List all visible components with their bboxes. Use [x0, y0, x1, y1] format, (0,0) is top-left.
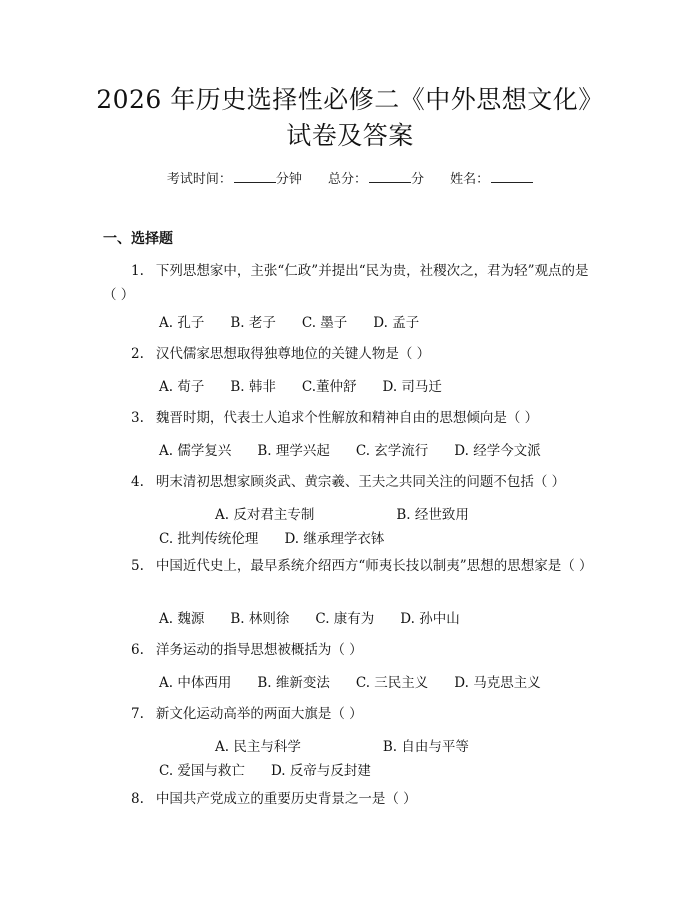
options-4: [103, 503, 600, 551]
options-5: [103, 607, 600, 631]
exam-title-line-1: 2026 年历史选择性必修二《中外思想文化》: [96, 85, 604, 114]
score-label: 总分：: [327, 172, 367, 187]
section-heading-choice: 一、选择题: [103, 231, 173, 247]
question-5: [103, 554, 600, 578]
question-text: 新文化运动高举的两面大旗是（ ）: [155, 706, 363, 722]
question-text: 洋务运动的指导思想被概括为（ ）: [155, 642, 363, 658]
option-a: A. 孔子: [159, 315, 205, 331]
question-text: 汉代儒家思想取得独尊地位的关键人物是（ ）: [155, 346, 431, 362]
question-8: [103, 787, 600, 811]
question-text: 中国共产党成立的重要历史背景之一是（ ）: [155, 791, 417, 807]
options-2: [103, 375, 600, 399]
name-label: 姓名：: [450, 172, 490, 187]
option-a: A. 儒学复兴: [159, 443, 232, 459]
option-c: C. 爱国与救亡: [159, 763, 245, 779]
option-b: B. 韩非: [230, 379, 276, 395]
question-number: 5.: [131, 558, 144, 574]
question-number: 2.: [131, 346, 144, 362]
option-b: B. 林则徐: [230, 611, 290, 627]
options-3: [103, 439, 600, 463]
score-blank: [369, 170, 411, 183]
option-c: C. 批判传统伦理: [159, 531, 259, 547]
option-d: D. 经学今文派: [454, 443, 541, 459]
question-number: 1.: [131, 263, 144, 279]
option-c: C. 墨子: [301, 315, 348, 331]
question-number: 6.: [131, 642, 144, 658]
option-b: B. 理学兴起: [257, 443, 330, 459]
option-a: A. 中体西用: [159, 675, 232, 691]
exam-time-group: [167, 168, 302, 187]
option-d: D. 孙中山: [400, 611, 460, 627]
option-c: C. 三民主义: [355, 675, 429, 691]
option-a: A. 魏源: [159, 611, 205, 627]
options-1: [103, 311, 600, 335]
exam-time-label: 考试时间：: [166, 172, 232, 187]
question-number: 4.: [131, 474, 144, 490]
question-6: [103, 638, 600, 662]
exam-time-unit: 分钟: [275, 172, 302, 187]
question-text: 中国近代史上，最早系统介绍西方“师夷长技以制夷”思想的思想家是（ ）: [155, 558, 593, 574]
option-c: C.董仲舒: [301, 379, 357, 395]
question-2: [103, 342, 600, 366]
options-7: [103, 735, 600, 783]
question-number: 8.: [131, 791, 144, 807]
name-blank: [491, 170, 533, 183]
name-group: [450, 168, 533, 187]
option-d: D. 反帝与反封建: [270, 763, 371, 779]
question-1: [103, 259, 600, 307]
option-a: A. 民主与科学: [215, 739, 301, 755]
option-a: A. 反对君主专制: [215, 507, 315, 523]
question-number: 7.: [131, 706, 144, 722]
question-3: [103, 406, 600, 430]
option-b: B. 老子: [230, 315, 276, 331]
option-c: C. 康有为: [315, 611, 375, 627]
option-c: C. 玄学流行: [355, 443, 429, 459]
exam-time-blank: [234, 170, 276, 183]
question-text: 下列思想家中，主张“仁政”并提出“民为贵，社稷次之，君为轻”观点的是（ ）: [103, 263, 589, 303]
score-unit: 分: [411, 172, 425, 187]
option-d: D. 继承理学衣钵: [284, 531, 385, 547]
exam-title-line-2: 试卷及答案: [286, 121, 414, 150]
option-b: B. 经世致用: [396, 507, 469, 523]
question-4: [103, 470, 600, 494]
exam-meta: [0, 168, 700, 187]
question-text: 明末清初思想家顾炎武、黄宗羲、王夫之共同关注的问题不包括（ ）: [155, 474, 566, 490]
option-a: A. 荀子: [159, 379, 205, 395]
option-b: B. 自由与平等: [382, 739, 469, 755]
score-group: [328, 168, 424, 187]
question-number: 3.: [131, 410, 144, 426]
option-d: D. 司马迁: [382, 379, 442, 395]
question-text: 魏晋时期，代表士人追求个性解放和精神自由的思想倾向是（ ）: [155, 410, 539, 426]
option-d: D. 孟子: [373, 315, 420, 331]
question-7: [103, 702, 600, 726]
options-6: [103, 671, 600, 695]
option-d: D. 马克思主义: [454, 675, 541, 691]
option-b: B. 维新变法: [257, 675, 330, 691]
